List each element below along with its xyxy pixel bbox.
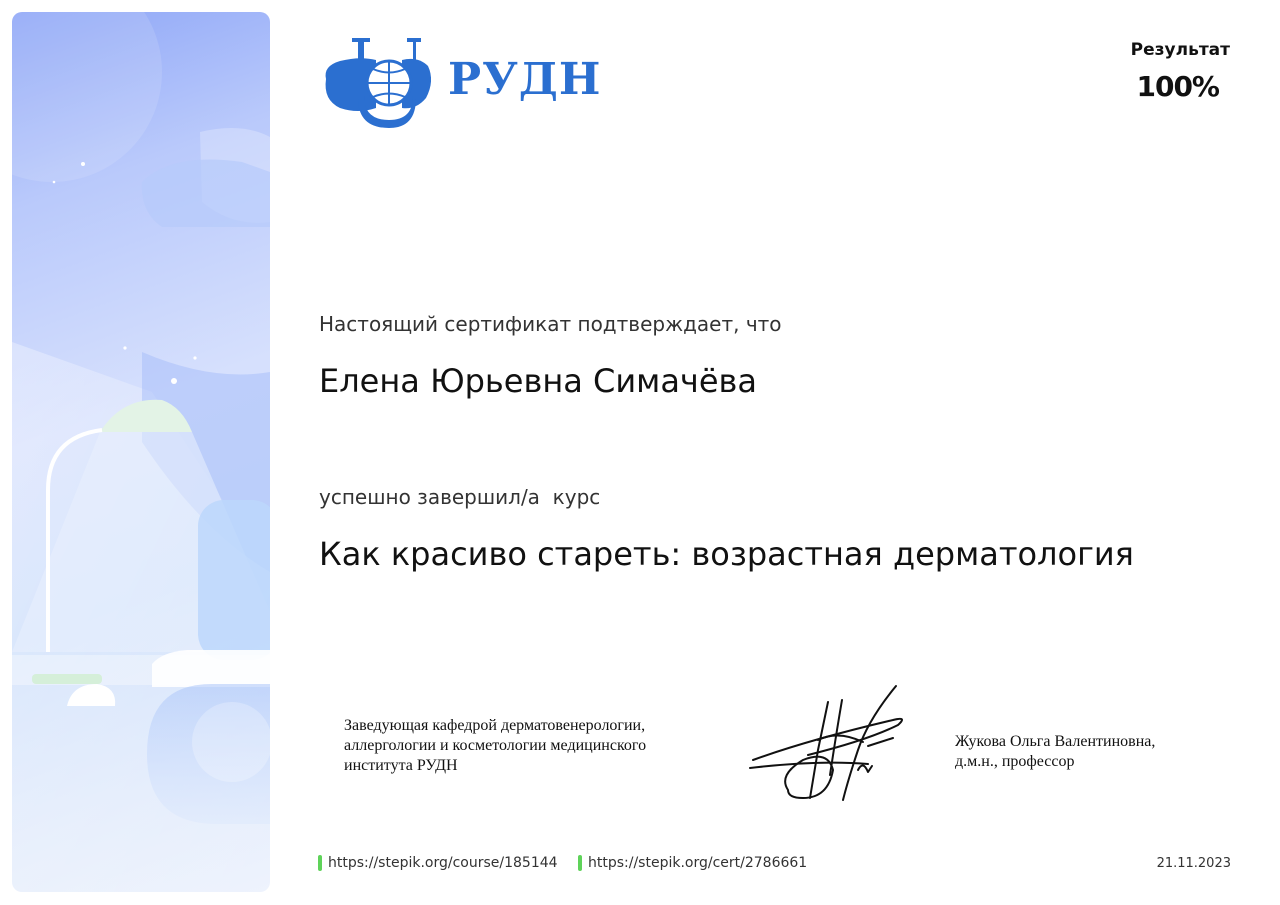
course-url: https://stepik.org/course/185144 [328,855,558,871]
signer-position [344,716,734,776]
signer-name-block [955,732,1235,772]
issue-date: 21.11.2023 [1156,856,1231,871]
handwritten-signature [748,680,913,815]
link-accent-bar [318,855,322,871]
signer-position-line: аллергологии и косметологии медицинского [344,737,647,754]
confirm-text: Настоящий сертификат подтверждает, что [319,312,782,336]
cert-url: https://stepik.org/cert/2786661 [588,855,808,871]
certificate-link[interactable] [578,855,807,871]
recipient-name: Елена Юрьевна Симачёва [319,362,757,400]
result-label: Результат [1130,40,1230,60]
decorative-illustration [12,12,270,892]
signer-position-line: института РУДН [344,757,458,774]
signer-position-line: Заведующая кафедрой дерматовенерологии, [344,717,646,734]
course-link[interactable] [318,855,558,871]
link-accent-bar [578,855,582,871]
decorative-side-panel [12,12,270,892]
result-value: 100% [1136,70,1219,103]
completed-text: успешно завершил/а курс [319,485,601,509]
signer-title: д.м.н., профессор [955,753,1075,770]
logo-text: РУДН [448,54,602,105]
signer-name: Жукова Ольга Валентиновна, [955,733,1156,750]
course-title: Как красиво стареть: возрастная дерматология [319,535,1134,573]
